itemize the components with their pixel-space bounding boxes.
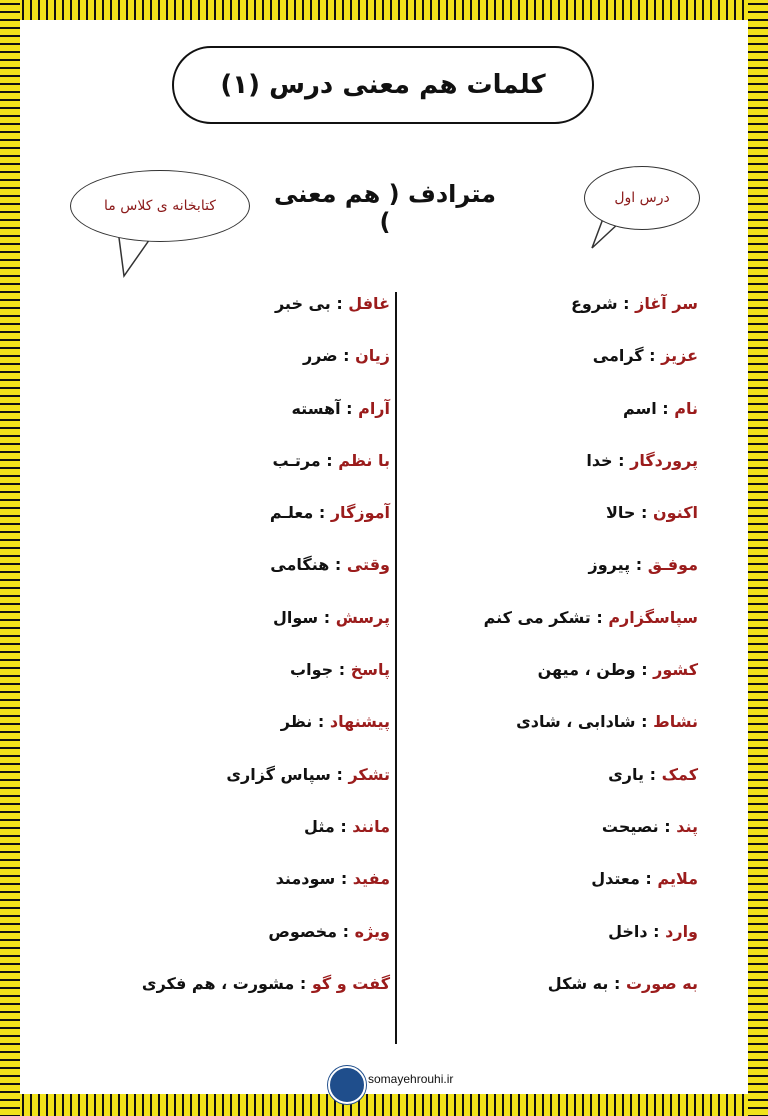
synonym-meaning: خدا (586, 450, 613, 470)
synonym-meaning: به شکل (547, 973, 609, 993)
synonym-meaning: یاری (608, 764, 645, 784)
separator: : (318, 607, 336, 627)
separator: : (334, 816, 353, 836)
separator: : (647, 921, 666, 941)
synonym-meaning: داخل (608, 921, 648, 941)
synonym-term: ویژه (354, 921, 390, 941)
synonym-row (100, 759, 390, 811)
separator: : (608, 973, 626, 993)
synonym-term: کمک (661, 764, 698, 784)
separator: : (330, 764, 349, 784)
synonym-row (100, 863, 390, 915)
synonym-row (398, 602, 698, 654)
synonym-term: تشکر (348, 764, 390, 784)
separator: : (329, 555, 347, 575)
separator: : (333, 660, 351, 680)
synonym-meaning: جواب (290, 660, 334, 680)
synonym-meaning: مثل (304, 816, 335, 836)
separator: : (644, 764, 662, 784)
synonym-row (100, 654, 390, 706)
synonym-meaning: هنگامی (270, 555, 330, 575)
synonym-term: با نظم (338, 450, 390, 470)
synonym-term: زیان (355, 346, 390, 366)
synonym-term: عزیز (661, 346, 698, 366)
synonym-meaning: مرتـب (272, 450, 321, 470)
synonym-term: نام (674, 398, 698, 418)
synonym-row (100, 916, 390, 968)
separator: : (639, 869, 658, 889)
class-library-bubble: کتابخانه ی کلاس ما (70, 170, 250, 242)
synonym-term: پیشنهاد (329, 712, 390, 732)
synonyms-left-column (100, 288, 390, 1020)
synonym-term: سپاسگزارم (608, 607, 698, 627)
synonym-meaning: سوال (273, 607, 319, 627)
synonym-meaning: شروع (571, 294, 618, 313)
decorative-border-right (748, 0, 768, 1116)
synonym-row (398, 288, 698, 340)
synonym-meaning: نصیحت (601, 816, 659, 836)
synonym-meaning: آهسته (291, 398, 341, 418)
synonym-term: مانند (352, 816, 390, 836)
synonym-row (398, 968, 698, 1020)
synonym-row (100, 288, 390, 340)
separator: : (635, 503, 653, 523)
synonym-term: وقتی (346, 555, 390, 575)
separator: : (335, 869, 353, 889)
column-divider (395, 292, 397, 1044)
synonym-term: به صورت (625, 973, 698, 993)
synonym-row (398, 811, 698, 863)
decorative-border-left (0, 0, 20, 1116)
synonym-meaning: نظر (280, 712, 313, 732)
synonym-row (398, 393, 698, 445)
synonym-row (398, 759, 698, 811)
synonyms-right-column (398, 288, 698, 1020)
site-logo (328, 1066, 366, 1104)
synonym-meaning: گرامی (592, 346, 644, 366)
synonym-meaning: معلـم (269, 503, 314, 523)
page-title: کلمات هم معنی درس (۱) (172, 46, 594, 124)
separator: : (313, 503, 331, 523)
separator: : (617, 294, 636, 313)
synonym-row (100, 393, 390, 445)
synonym-row (398, 497, 698, 549)
synonym-meaning: تشکر می کنم (483, 607, 591, 627)
separator: : (320, 450, 339, 470)
separator: : (630, 555, 648, 575)
synonym-row (100, 445, 390, 497)
lesson-bubble: درس اول (584, 166, 700, 230)
synonym-meaning: مخصوص (268, 921, 338, 941)
synonym-row (100, 497, 390, 549)
synonym-meaning: معتدل (591, 869, 640, 889)
synonym-term: سر آغاز (635, 294, 698, 313)
synonym-row (100, 602, 390, 654)
separator: : (590, 607, 609, 627)
synonym-term: موفـق (647, 555, 698, 575)
separator: : (330, 294, 349, 313)
synonym-meaning: سپاس گزاری (226, 764, 331, 784)
synonym-row (100, 549, 390, 601)
synonym-term: گفت و گو (311, 973, 390, 993)
synonym-term: کشور (653, 660, 698, 680)
synonym-term: نشاط (653, 712, 698, 732)
separator: : (635, 660, 654, 680)
synonym-term: آرام (358, 398, 390, 418)
synonym-row (100, 968, 390, 1020)
synonym-meaning: پیروز (588, 555, 631, 575)
synonym-meaning: وطن ، میهن (537, 660, 636, 680)
separator: : (337, 346, 356, 366)
synonym-row (398, 863, 698, 915)
separator: : (612, 450, 631, 470)
synonym-meaning: شادابی ، شادی (516, 712, 636, 732)
synonym-meaning: مشورت ، هم فکری (141, 973, 295, 993)
separator: : (337, 921, 355, 941)
separator: : (656, 398, 675, 418)
separator: : (294, 973, 312, 993)
synonym-term: مفید (352, 869, 390, 889)
section-heading: مترادف ( هم معنی ) (274, 180, 496, 236)
separator: : (340, 398, 359, 418)
footer-website: somayehrouhi.ir (368, 1072, 454, 1086)
synonym-term: غافل (348, 294, 390, 313)
synonym-row (398, 654, 698, 706)
separator: : (643, 346, 662, 366)
synonym-term: آموزگار (330, 503, 390, 523)
separator: : (635, 712, 654, 732)
synonym-meaning: بی خبر (274, 294, 331, 313)
synonym-term: پروردگار (630, 450, 698, 470)
synonym-meaning: حالا (605, 503, 636, 523)
synonym-meaning: ضرر (302, 346, 338, 366)
synonym-term: اکنون (652, 503, 698, 523)
synonym-row (100, 811, 390, 863)
synonym-meaning: اسم (622, 398, 657, 418)
decorative-border-bottom (0, 1094, 768, 1116)
separator: : (658, 816, 677, 836)
synonym-term: پند (676, 816, 698, 836)
decorative-border-top (0, 0, 768, 20)
synonym-term: پرسش (335, 607, 390, 627)
synonym-row (398, 549, 698, 601)
synonym-term: وارد (665, 921, 698, 941)
synonym-term: پاسخ (350, 660, 390, 680)
synonym-term: ملایم (657, 869, 698, 889)
synonym-row (398, 706, 698, 758)
synonym-meaning: سودمند (275, 869, 336, 889)
synonym-row (398, 340, 698, 392)
synonym-row (398, 445, 698, 497)
separator: : (312, 712, 330, 732)
synonym-row (100, 706, 390, 758)
synonym-row (398, 916, 698, 968)
synonym-row (100, 340, 390, 392)
